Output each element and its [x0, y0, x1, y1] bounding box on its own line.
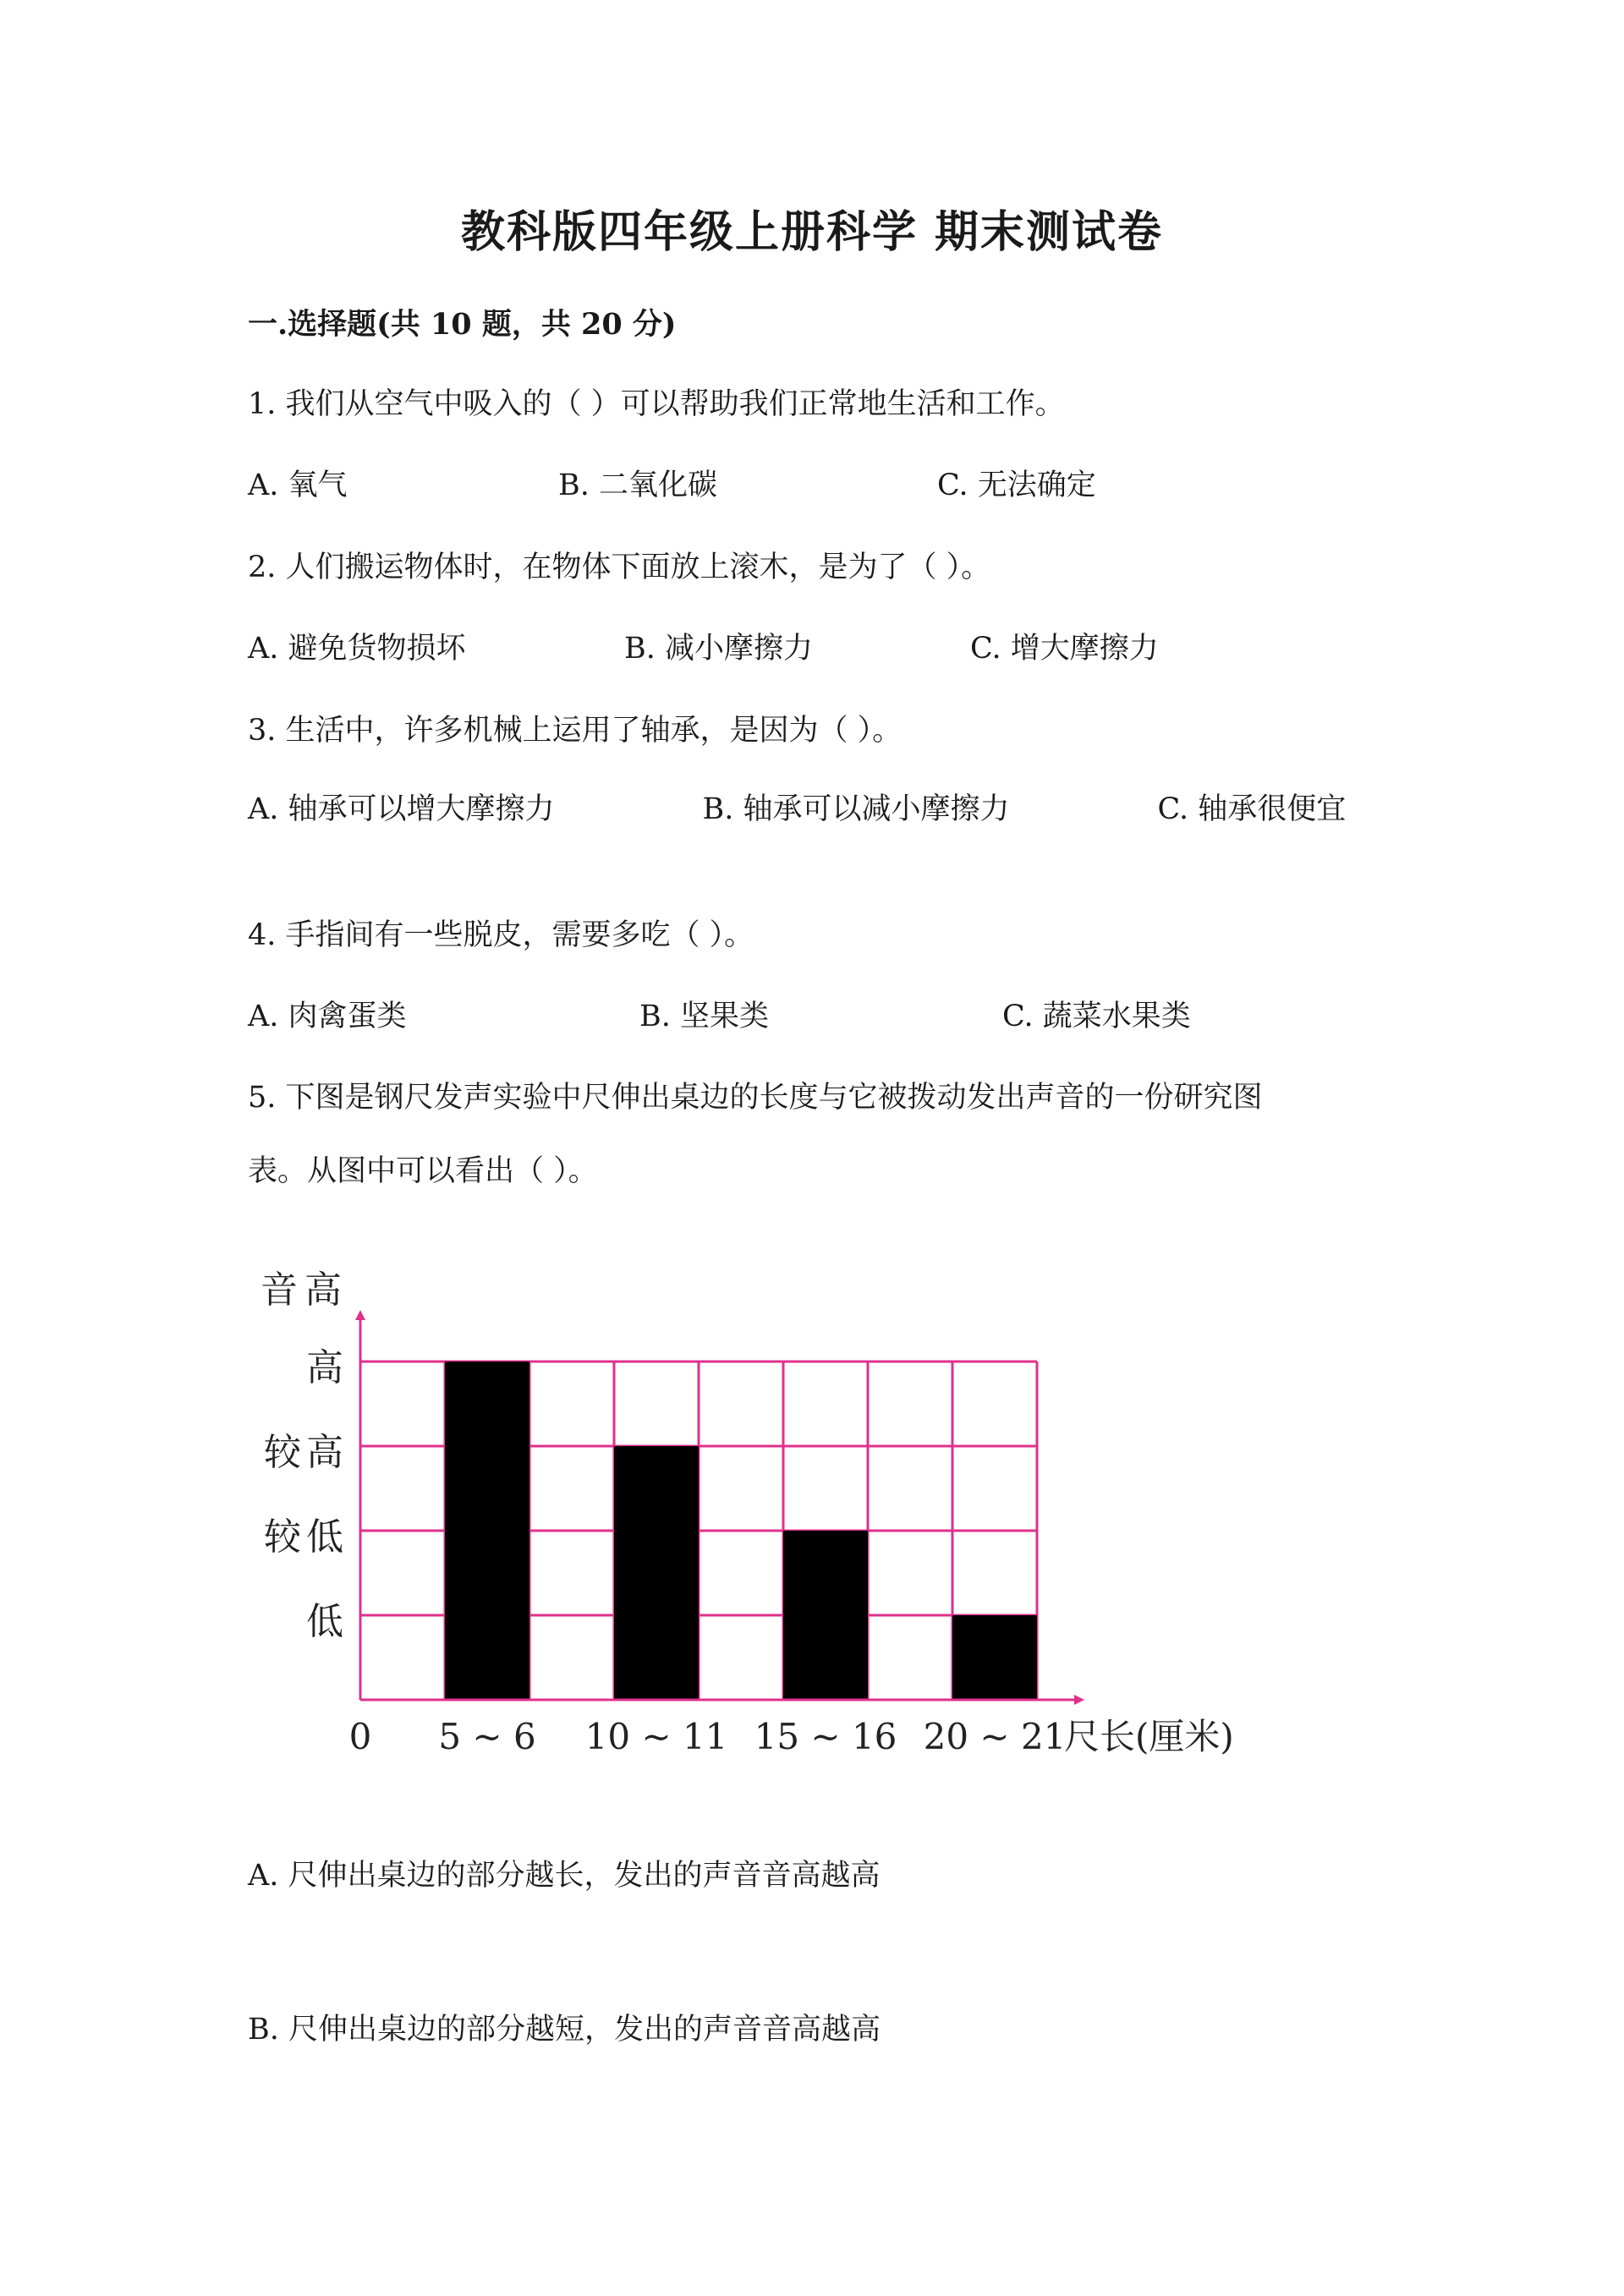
question-1-option-c[interactable]: C. 无法确定	[937, 469, 1096, 502]
question-3-option-c[interactable]: C. 轴承很便宜	[1157, 792, 1347, 826]
question-3-stem: 3. 生活中，许多机械上运用了轴承，是因为（ ）。	[248, 714, 903, 748]
question-4-option-c[interactable]: C. 蔬菜水果类	[1002, 1000, 1191, 1033]
question-5-stem-line-2: 表。从图中可以看出（ ）。	[248, 1154, 598, 1188]
bar-4	[952, 1615, 1037, 1700]
question-5-option-a[interactable]: A. 尺伸出桌边的部分越长，发出的声音音高越高	[248, 1859, 881, 1893]
question-4-option-a[interactable]: A. 肉禽蛋类	[248, 1000, 407, 1033]
question-4-option-b[interactable]: B. 坚果类	[639, 1000, 769, 1033]
question-3-options	[248, 788, 1373, 830]
y-axis-title: 音高	[261, 1269, 348, 1312]
question-4-stem: 4. 手指间有一些脱皮，需要多吃（ ）。	[248, 918, 754, 952]
pitch-length-bar-chart	[254, 1252, 1320, 1776]
question-3-option-b[interactable]: B. 轴承可以减小摩擦力	[702, 792, 1010, 826]
bar-3	[783, 1531, 868, 1700]
question-2-option-a[interactable]: A. 避免货物损坏	[248, 632, 466, 666]
question-2-stem: 2. 人们搬运物体时，在物体下面放上滚木，是为了（ ）。	[248, 551, 991, 584]
question-3-option-a[interactable]: A. 轴承可以增大摩擦力	[248, 792, 555, 826]
exam-title: 教科版四年级上册科学 期末测试卷	[460, 206, 1164, 258]
question-5-option-b[interactable]: B. 尺伸出桌边的部分越短，发出的声音音高越高	[248, 2013, 881, 2047]
x-tick-label-4: 20 ~ 21	[923, 1716, 1067, 1757]
x-tick-label-2: 10 ~ 11	[584, 1716, 728, 1757]
y-tick-label: 较低	[264, 1515, 348, 1559]
bar-1	[445, 1362, 529, 1700]
x-axis-title: 尺长(厘米)	[1064, 1716, 1234, 1757]
y-tick-label: 高	[306, 1346, 348, 1389]
y-tick-label: 较高	[264, 1431, 348, 1474]
bar-2	[614, 1446, 699, 1700]
question-1-option-a[interactable]: A. 氧气	[248, 469, 348, 502]
x-tick-label-3: 15 ~ 16	[754, 1716, 897, 1757]
y-tick-label: 低	[306, 1600, 348, 1643]
question-1-option-b[interactable]: B. 二氧化碳	[558, 469, 717, 502]
question-1-stem: 1. 我们从空气中吸入的（ ）可以帮助我们正常地生活和工作。	[248, 387, 1065, 421]
origin-label: 0	[348, 1716, 372, 1757]
question-2-option-b[interactable]: B. 减小摩擦力	[624, 632, 813, 666]
section-heading: 一.选择题(共 10 题，共 20 分)	[248, 307, 677, 342]
question-2-option-c[interactable]: C. 增大摩擦力	[970, 632, 1159, 666]
question-5-stem-line-1: 5. 下图是钢尺发声实验中尺伸出桌边的长度与它被拨动发出声音的一份研究图	[248, 1081, 1263, 1115]
x-tick-label-1: 5 ~ 6	[438, 1716, 536, 1757]
